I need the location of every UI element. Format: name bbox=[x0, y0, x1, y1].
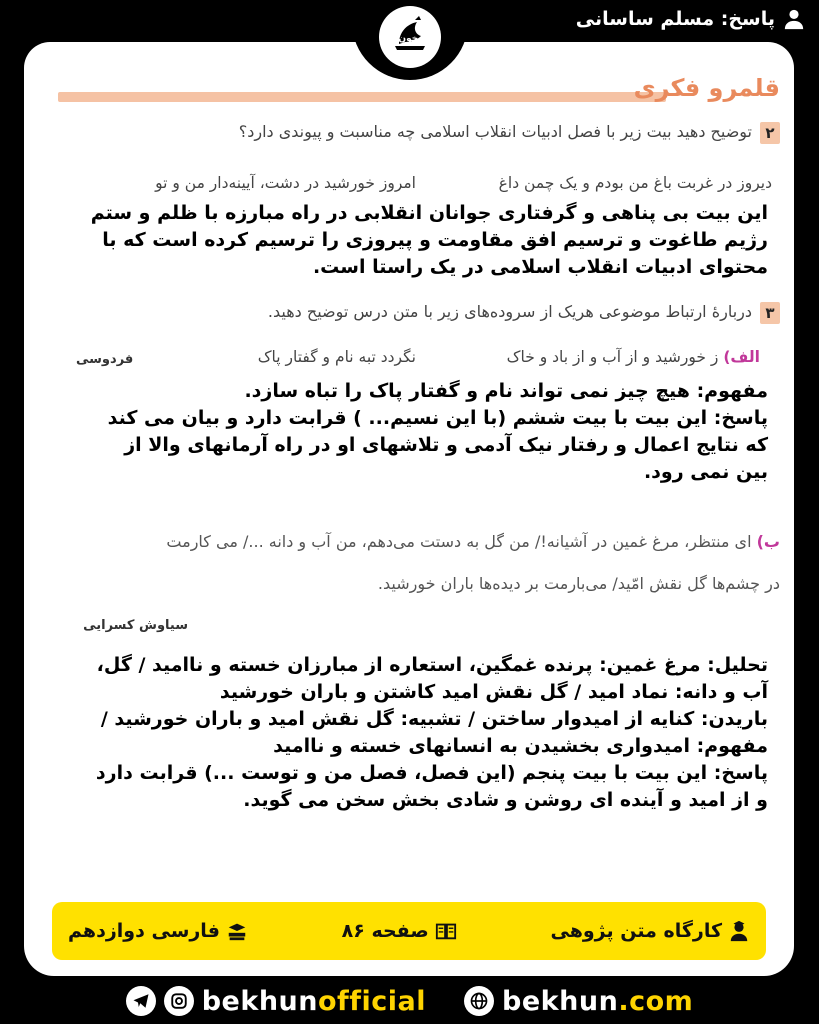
footer-page bbox=[342, 920, 457, 942]
label-be: ب) bbox=[756, 532, 780, 551]
site-prefix: bekhun bbox=[502, 985, 619, 1017]
footer-workshop bbox=[550, 920, 750, 942]
poet-kasraei: سیاوش کسرایی bbox=[83, 618, 188, 633]
label-alef: الف) bbox=[723, 348, 760, 366]
social-handle[interactable] bbox=[126, 986, 426, 1017]
answer-alef bbox=[108, 378, 768, 486]
instagram-icon[interactable] bbox=[164, 986, 194, 1016]
question-3 bbox=[268, 302, 780, 324]
answer-line: محتوای ادبیات انقلاب اسلامی در یک راستا است. bbox=[312, 256, 768, 278]
books-icon bbox=[226, 920, 248, 942]
answer-line: و از امید و آینده ای روشن و شادی بخش سخن می گوید. bbox=[243, 789, 768, 811]
bottom-bar bbox=[0, 978, 819, 1024]
svg-text:بخون: بخون bbox=[398, 34, 422, 44]
workshop-label: کارگاه متن پژوهی bbox=[550, 920, 722, 942]
open-book-icon bbox=[435, 920, 457, 942]
poet-ferdowsi: فردوسی bbox=[76, 352, 134, 367]
verse-be-line1 bbox=[166, 532, 780, 551]
answer-line: پاسخ: این بیت با بیت ششم (با این نسیم... ) قرابت دارد و بیان می کند bbox=[107, 407, 768, 429]
verse-text: ز خورشید و از آب و از باد و خاک bbox=[506, 348, 719, 366]
answer-line: که نتایج اعمال و رفتار نیک آدمی و تلاشهای او در راه آرمانهای والا از bbox=[124, 434, 768, 456]
verse-left: امروز خورشید در دشت، آیینه‌دار من و تو bbox=[155, 174, 416, 192]
globe-icon bbox=[464, 986, 494, 1016]
verse-be-line2: در چشم‌ها گل نقش امّید/ می‌بارمت بر دیده‌ها باران خورشید. bbox=[377, 574, 780, 593]
answer-be bbox=[96, 652, 768, 814]
verse-alef-right bbox=[507, 348, 760, 366]
answerer-label: پاسخ: مسلم ساسانی bbox=[575, 8, 775, 30]
verse-right: دیروز در غربت باغ من بودم و یک چمن داغ bbox=[498, 174, 772, 192]
footer-course bbox=[68, 920, 248, 942]
answer-line: باریدن: کنایه از امیدوار ساختن / تشبیه: گل نقش امید و باران خورشید / bbox=[100, 708, 768, 730]
course-label: فارسی دوازدهم bbox=[68, 920, 220, 942]
user-icon bbox=[783, 8, 805, 30]
site-accent: .com bbox=[618, 985, 694, 1017]
handle-prefix: bekhun bbox=[201, 985, 318, 1017]
answer-q2 bbox=[91, 200, 768, 281]
question-2 bbox=[239, 122, 780, 144]
telegram-icon[interactable] bbox=[126, 986, 156, 1016]
question-text: دربارهٔ ارتباط موضوعی هریک از سروده‌های زیر با متن درس توضیح دهید. bbox=[267, 302, 752, 321]
verse-text: ای منتظر، مرغ غمین در آشیانه!/ من گل به دستت می‌دهم، من آب و دانه .../ می کارمت bbox=[166, 532, 752, 551]
bekhun-logo-icon bbox=[385, 12, 435, 62]
answer-line: رژیم طاغوت و ترسیم افق مقاومت و پیروزی را ترسیم کرده است که با bbox=[102, 229, 768, 251]
section-rule bbox=[58, 92, 666, 102]
answer-line: تحلیل: مرغ غمین: پرنده غمگین، استعاره از مبارزان خسته و ناامید / گل، bbox=[96, 654, 768, 676]
footer-bar bbox=[52, 902, 766, 960]
question-number: ۲ bbox=[760, 122, 780, 144]
answer-line: مفهوم: امیدواری بخشیدن به انسانهای خسته و ناامید bbox=[273, 735, 768, 757]
answer-line: بین نمی رود. bbox=[643, 461, 768, 483]
section-header bbox=[624, 74, 780, 102]
content-card bbox=[24, 42, 794, 976]
question-text: توضیح دهید بیت زیر با فصل ادبیات انقلاب اسلامی چه مناسبت و پیوندی دارد؟ bbox=[238, 122, 752, 141]
answer-line: آب و دانه: نماد امید / گل نقش امید کاشتن و باران خورشید bbox=[219, 681, 768, 703]
verse-alef-left: نگردد تبه نام و گفتار پاک bbox=[257, 348, 416, 366]
answer-line: مفهوم: هیچ چیز نمی تواند نام و گفتار پاک را تباه سازد. bbox=[244, 380, 768, 402]
student-icon bbox=[728, 920, 750, 942]
section-title: قلمرو فکری bbox=[633, 74, 780, 102]
answer-line: پاسخ: این بیت با بیت پنجم (این فصل، فصل من و توست ...) قرابت دارد bbox=[95, 762, 768, 784]
answer-line: این بیت بی پناهی و گرفتاری جوانان انقلابی در راه مبارزه با ظلم و ستم bbox=[90, 202, 768, 224]
page-label: صفحه ۸۶ bbox=[341, 920, 429, 942]
question-number: ۳ bbox=[760, 302, 780, 324]
answerer bbox=[576, 8, 805, 30]
handle-accent: official bbox=[318, 985, 427, 1017]
website-link[interactable] bbox=[464, 986, 693, 1017]
